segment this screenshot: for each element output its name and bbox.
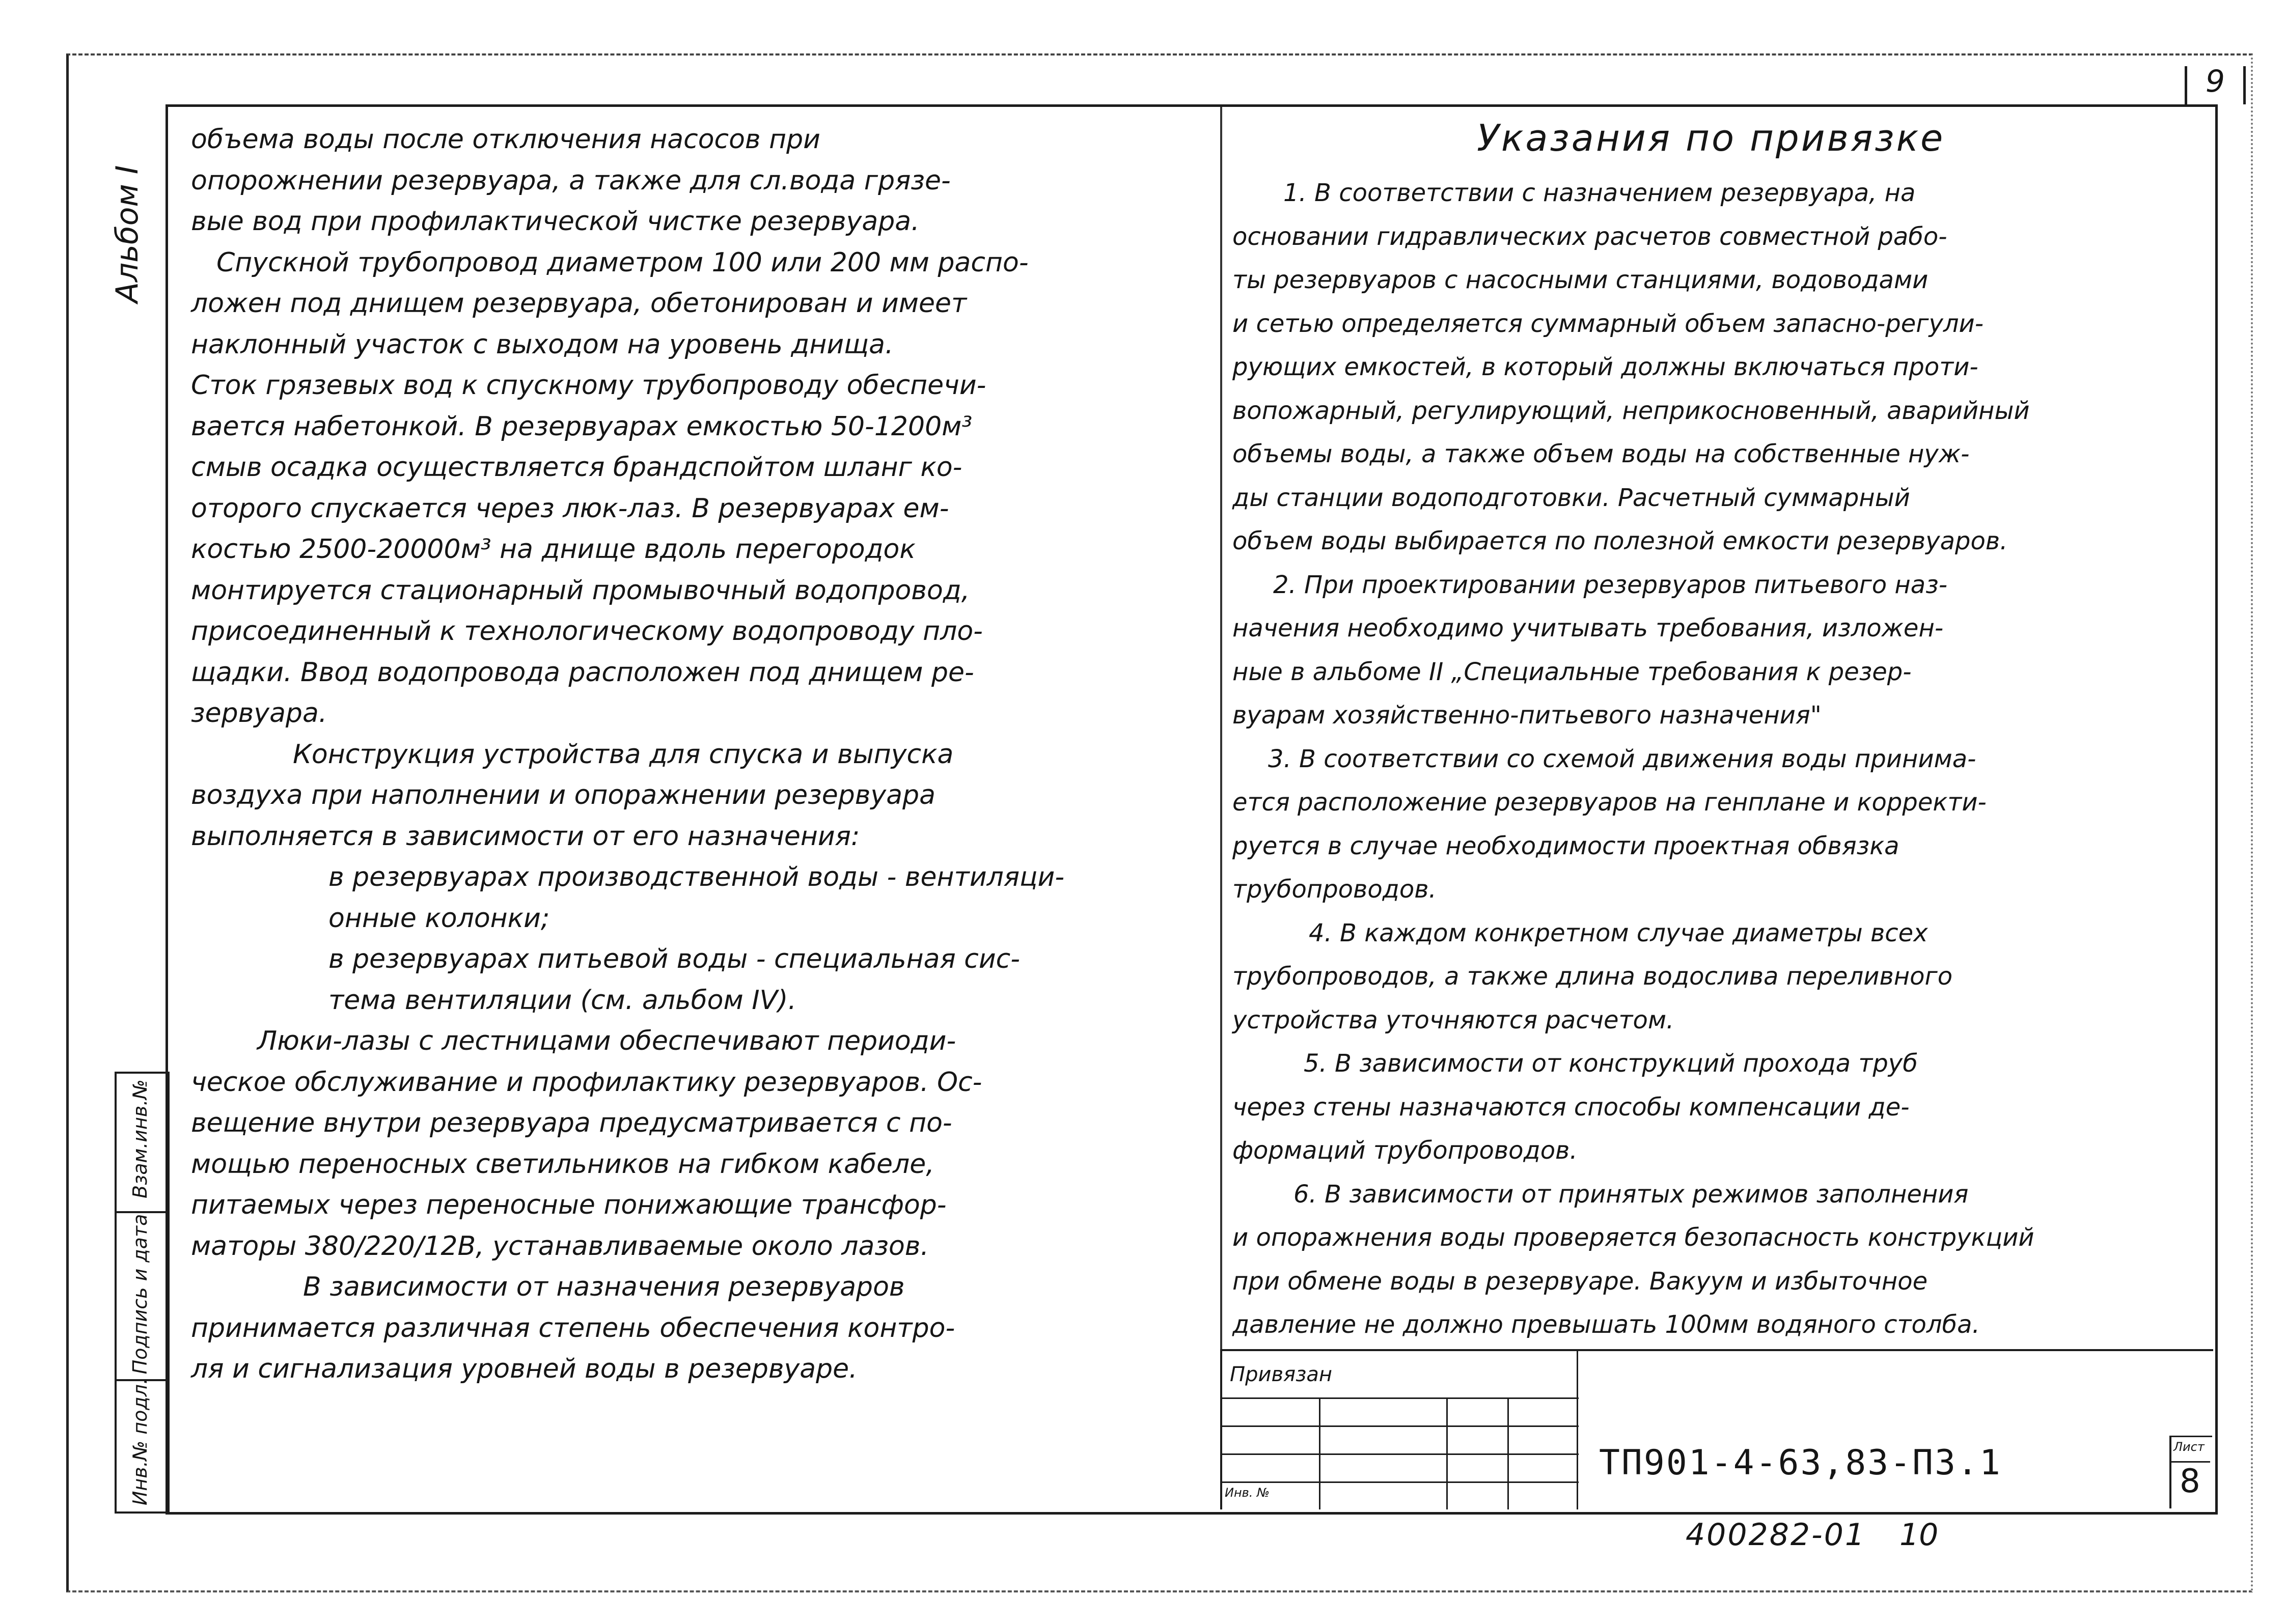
sheet-number: 8: [2180, 1463, 2200, 1500]
left-text-line: смыв осадка осуществляется брандспойтом шланг ко-: [191, 452, 962, 483]
left-text-line: в резервуарах питьевой воды - специальная сис-: [328, 944, 1021, 974]
left-text-line: вается набетонкой. В резервуарах емкостью 50-1200м³: [191, 411, 973, 442]
right-text-line: ется расположение резервуаров на генплане и корректи-: [1232, 788, 1987, 817]
left-text-line: опорожнении резервуара, а также для сл.вода грязе-: [191, 165, 951, 196]
right-text-line: давление не должно превышать 100мм водяного столба.: [1232, 1310, 1980, 1339]
left-text-line: онные колонки;: [328, 903, 550, 934]
right-text-line: ды станции водоподготовки. Расчетный суммарный: [1232, 483, 1910, 512]
left-text-line: наклонный участок с выходом на уровень днища.: [191, 329, 894, 360]
left-text-line: Сток грязевых вод к спускному трубопроводу обеспечи-: [191, 370, 986, 401]
right-text-line: ные в альбоме II „Специальные требования к резер-: [1232, 657, 1912, 686]
right-text-line: начения необходимо учитывать требования, изложен-: [1232, 614, 1944, 642]
left-text-line: присоединенный к технологическому водопроводу пло-: [191, 616, 983, 647]
right-text-line: рующих емкостей, в который должны включаться проти-: [1232, 353, 1978, 381]
right-text-line: 5. В зависимости от конструкций прохода труб: [1304, 1049, 1918, 1078]
right-text-line: 6. В зависимости от принятых режимов заполнения: [1293, 1180, 1969, 1209]
left-text-line: вещение внутри резервуара предусматривается с по-: [191, 1108, 952, 1138]
left-text-line: объема воды после отключения насосов при: [191, 124, 820, 155]
right-text-line: 4. В каждом конкретном случае диаметры всех: [1309, 918, 1928, 947]
stamp-privyazan: Привязан: [1230, 1363, 1333, 1386]
stamp-top-rule: [1222, 1349, 1579, 1351]
left-text-line: питаемых через переносные понижающие трансфор-: [191, 1190, 947, 1220]
right-text-line: трубопроводов, а также длина водослива переливного: [1232, 962, 1953, 991]
right-text-line: основании гидравлических расчетов совместной рабо-: [1232, 222, 1947, 251]
sheet-label: Лист: [2173, 1440, 2205, 1454]
left-text-line: костью 2500-20000м³ на днище вдоль перегородок: [191, 534, 916, 565]
strip-podpis-data: Подпись и дата: [129, 1214, 151, 1375]
left-text-line: выполняется в зависимости от его назначения:: [191, 821, 860, 852]
left-text-line: принимается различная степень обеспечения контро-: [191, 1312, 955, 1343]
right-text-line: 2. При проектировании резервуаров питьевого наз-: [1273, 570, 1948, 599]
bottom-page: 10: [1899, 1517, 1939, 1553]
right-text-line: объем воды выбирается по полезной емкости резервуаров.: [1232, 527, 2008, 555]
right-text-line: трубопроводов.: [1232, 875, 1437, 904]
left-text-line: в резервуарах производственной воды - вентиляци-: [328, 862, 1065, 892]
left-text-line: мощью переносных светильников на гибком кабеле,: [191, 1149, 934, 1180]
stamp-col-1: [1319, 1397, 1320, 1509]
right-column-title: Указания по привязке: [1477, 117, 1945, 159]
left-text-line: ля и сигнализация уровней воды в резервуаре.: [191, 1354, 858, 1384]
left-text-line: ческое обслуживание и профилактику резервуаров. Ос-: [191, 1067, 982, 1098]
left-text-line: Люки-лазы с лестницами обеспечивают периоди-: [257, 1026, 956, 1056]
left-text-line: В зависимости от назначения резервуаров: [303, 1272, 905, 1302]
column-divider: [1220, 107, 1222, 1349]
right-text-line: вопожарный, регулирующий, неприкосновенный, аварийный: [1232, 396, 2030, 425]
right-text-line: объемы воды, а также объем воды на собственные нуж-: [1232, 440, 1970, 468]
page-number: 9: [2205, 64, 2225, 99]
album-label: Альбом I: [109, 165, 145, 303]
right-text-line: 1. В соответствии с назначением резервуара, на: [1283, 179, 1916, 207]
right-text-line: через стены назначаются способы компенсации де-: [1232, 1093, 1910, 1122]
left-text-line: тема вентиляции (см. альбом IV).: [328, 985, 796, 1016]
right-text-line: руется в случае необходимости проектная обвязка: [1232, 831, 1899, 860]
strip-vzamen-inv: Взам.инв.№: [129, 1079, 151, 1198]
right-text-line: формаций трубопроводов.: [1232, 1136, 1578, 1165]
stamp-col-2: [1446, 1397, 1448, 1509]
stamp-col-3: [1507, 1397, 1509, 1509]
right-text-line: при обмене воды в резервуаре. Вакуум и избыточное: [1232, 1267, 1928, 1296]
left-text-line: оторого спускается через люк-лаз. В резервуарах ем-: [191, 493, 949, 524]
right-text-line: и сетью определяется суммарный объем запасно-регули-: [1232, 309, 1984, 338]
right-text-line: 3. В соответствии со схемой движения воды принима-: [1268, 744, 1976, 773]
left-text-line: Конструкция устройства для спуска и выпуска: [293, 739, 954, 770]
right-text-line: и опоражнения воды проверяется безопасность конструкций: [1232, 1223, 2034, 1252]
stamp-inv: Инв. №: [1225, 1486, 1270, 1500]
left-text-line: Спускной трубопровод диаметром 100 или 200 мм распо-: [216, 247, 1029, 278]
stamp-right-rule: [1577, 1349, 1578, 1509]
bottom-code: 400282-01: [1686, 1517, 1866, 1553]
strip-inv-podl: Инв.№ подл.: [129, 1378, 151, 1506]
right-text-line: устройства уточняются расчетом.: [1232, 1005, 1674, 1034]
right-text-line: вуарам хозяйственно-питьевого назначения": [1232, 701, 1822, 730]
left-text-line: ложен под днищем резервуара, обетонирован и имеет: [191, 288, 967, 319]
left-text-line: маторы 380/220/12В, устанавливаемые около лазов.: [191, 1230, 929, 1262]
left-text-line: воздуха при наполнении и опоражнении резервуара: [191, 780, 935, 810]
left-text-line: вые вод при профилактической чистке резервуара.: [191, 206, 920, 237]
document-code: ТП901-4-63,83-П3.1: [1599, 1443, 2002, 1483]
left-text-line: щадки. Ввод водопровода расположен под днищем ре-: [191, 657, 974, 688]
left-text-line: монтируется стационарный промывочный водопровод,: [191, 575, 970, 606]
right-text-line: ты резервуаров с насосными станциями, водоводами: [1232, 266, 1929, 294]
left-text-line: зервуара.: [191, 698, 327, 729]
